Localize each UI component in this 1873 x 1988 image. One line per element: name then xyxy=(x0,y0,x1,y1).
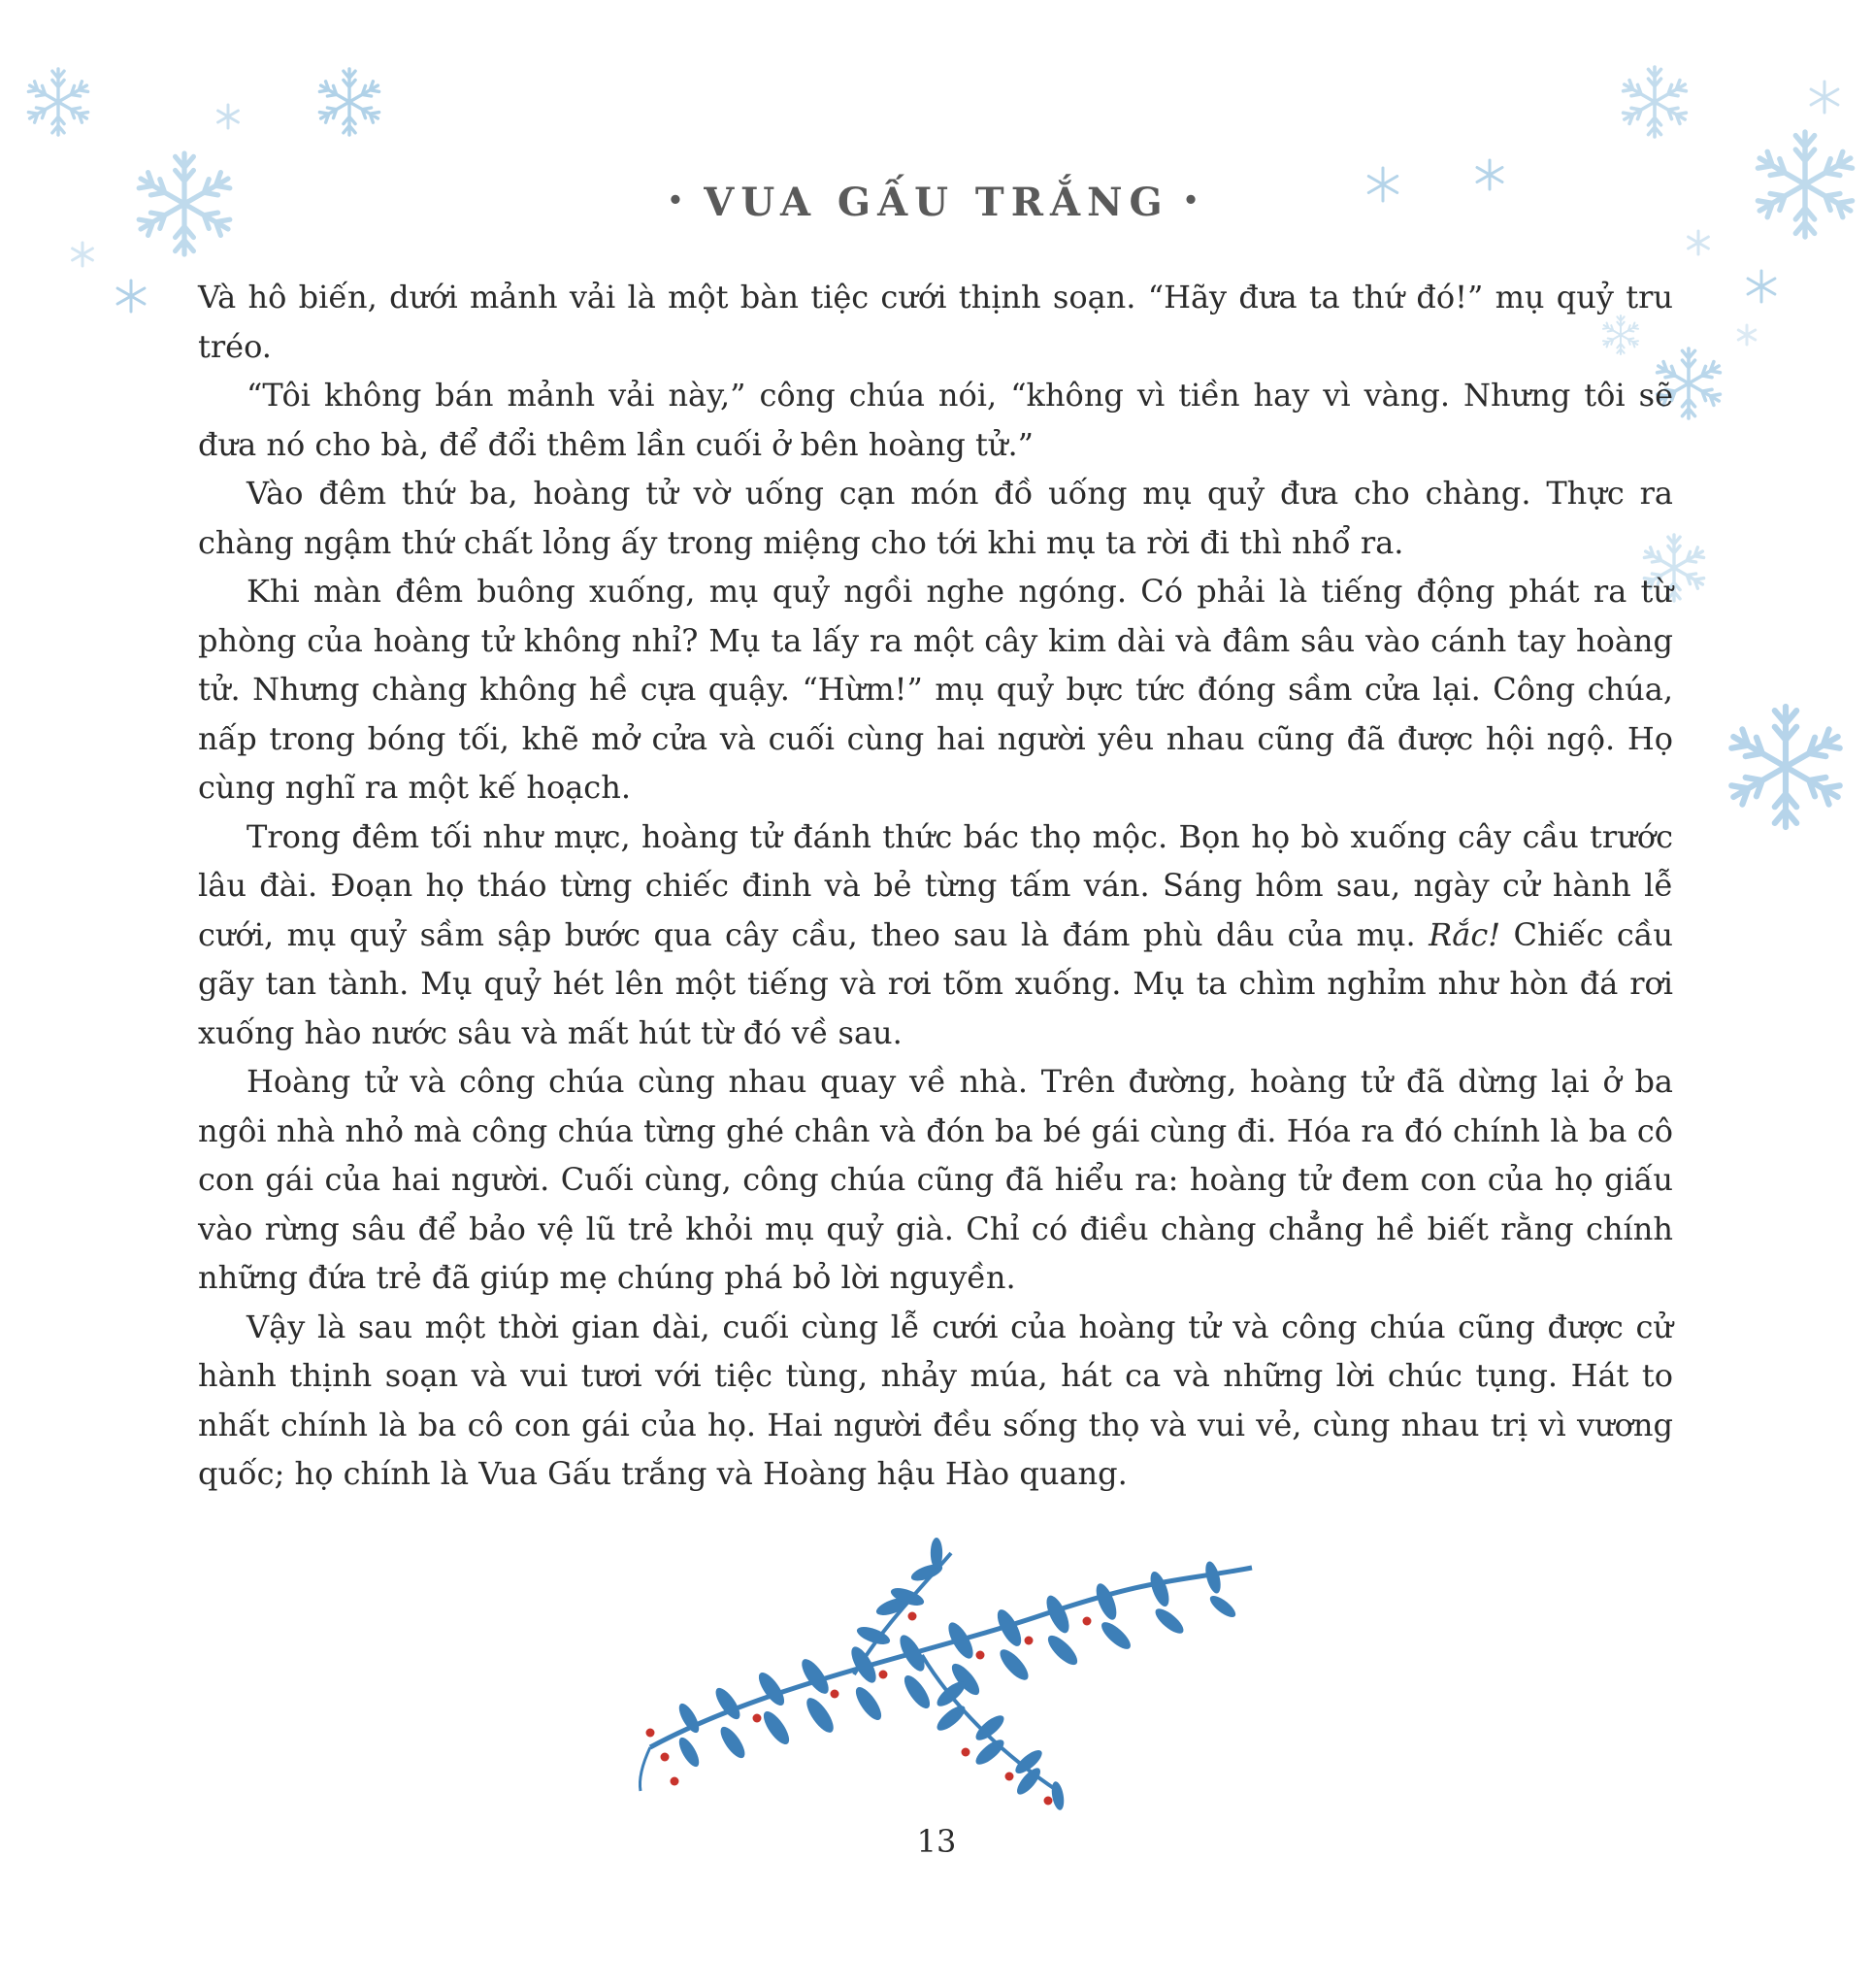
paragraph-5 xyxy=(198,812,1673,1058)
berry-dot xyxy=(1005,1773,1014,1781)
berry-dot xyxy=(646,1729,655,1738)
star-icon xyxy=(73,243,93,266)
leaf-shape xyxy=(931,1538,942,1569)
paragraph-5-emphasis: Rắc! xyxy=(1429,915,1501,953)
leaf-shape xyxy=(759,1707,794,1748)
berry-dot xyxy=(962,1748,970,1757)
paragraph-5-text-after: Chiếc cầu gãy tan tành. Mụ quỷ hét lên một tiếng và rơi tõm xuống. Mụ ta chìm nghỉm như hòn đá rơi xuống hào nước sâu và mất hút từ đó về sau. xyxy=(198,915,1674,1051)
star-icon xyxy=(218,105,239,128)
snowflake-icon xyxy=(28,69,87,135)
berry-dot xyxy=(1025,1637,1034,1645)
leaf-shape xyxy=(1207,1592,1239,1620)
paragraph-1: Và hô biến, dưới mảnh vải là một bàn tiệc cưới thịnh soạn. “Hãy đưa ta thứ đó!” mụ quỷ tru tréo. xyxy=(198,279,1673,365)
leaf-shape xyxy=(851,1683,886,1724)
leaf-shape xyxy=(896,1632,930,1674)
header-dot-right: • xyxy=(1182,186,1206,215)
leaf-shape xyxy=(1043,1631,1081,1669)
berry-dot xyxy=(1083,1617,1092,1626)
leaf-shape xyxy=(675,1735,703,1770)
leaf-shape xyxy=(996,1645,1033,1684)
leaf-shape xyxy=(716,1723,749,1762)
paragraph-3: Vào đêm thứ ba, hoàng tử vờ uống cạn món đồ uống mụ quỷ đưa cho chàng. Thực ra chàng ngậm thứ chất lỏng ấy trong miệng cho tới khi mụ ta rời đi thì nhổ ra. xyxy=(198,475,1673,561)
paragraph-5-text-before: Trong đêm tối như mực, hoàng tử đánh thức bác thọ mộc. Bọn họ bò xuống cây cầu trước lâu đài. Đoạn họ tháo từng chiếc đinh và bẻ từng tấm ván. Sáng hôm sau, ngày cử hành lễ cưới, mụ quỷ sầm sập bước qua cây cầu, theo sau là đám phù dâu của mụ. xyxy=(198,817,1673,953)
berry-dot xyxy=(879,1671,888,1679)
branch-stem xyxy=(640,1747,650,1791)
leaf-shape xyxy=(934,1702,969,1735)
leaf-shape xyxy=(944,1619,978,1662)
leaf-shape xyxy=(1147,1570,1173,1609)
berry-dot xyxy=(671,1777,679,1786)
berry-dot xyxy=(661,1753,670,1762)
berry-dot xyxy=(976,1651,985,1660)
snowflake-icon xyxy=(1731,707,1839,827)
paragraph-6: Hoàng tử và công chúa cùng nhau quay về nhà. Trên đường, hoàng tử đã dừng lại ở ba ngôi nhà nhỏ mà công chúa từng ghé chân và đón ba bé gái cùng đi. Hóa ra đó chính là ba cô con gái của hai người. Cuối cùng, công chúa cũng đã hiểu ra: hoàng tử đem con của họ giấu vào rừng sâu để bảo vệ lũ trẻ khỏi mụ quỷ già. Chỉ có điều chàng chẳng hề biết rằng chính những đứa trẻ đã giúp mẹ chúng phá bỏ lời nguyền. xyxy=(198,1063,1673,1296)
snowflake-icon xyxy=(1624,67,1687,137)
star-icon xyxy=(1748,271,1775,302)
star-icon xyxy=(1689,231,1709,254)
leafy-branch-illustration xyxy=(631,1509,1271,1830)
star-icon xyxy=(1738,325,1755,345)
leaf-shape xyxy=(900,1672,935,1712)
paragraph-7: Vậy là sau một thời gian dài, cuối cùng lễ cưới của hoàng tử và công chúa cũng được cử hành thịnh soạn và vui tươi với tiệc tùng, nhảy múa, hát ca và những lời chúc tụng. Hát to nhất chính là ba cô con gái của họ. Hai người đều sống thọ và vui vẻ, cùng nhau trị vì vương quốc; họ chính là Vua Gấu trắng và Hoàng hậu Hào quang. xyxy=(198,1308,1673,1492)
leaf-shape xyxy=(972,1736,1007,1769)
leaf-shape xyxy=(1098,1618,1134,1653)
paragraph-4: Khi màn đêm buông xuống, mụ quỷ ngồi nghe ngóng. Có phải là tiếng động phát ra từ phòng của hoàng tử không nhỉ? Mụ ta lấy ra một cây kim dài và đâm sâu vào cánh tay hoàng tử. Nhưng chàng không hề cựa quậy. “Hừm!” mụ quỷ bực tức đóng sầm cửa lại. Công chúa, nấp trong bóng tối, khẽ mở cửa và cuối cùng hai người yêu nhau cũng đã được hội ngộ. Họ cùng nghĩ ra một kế hoạch. xyxy=(198,573,1673,806)
berry-dot xyxy=(1044,1797,1053,1806)
leaf-shape xyxy=(802,1694,838,1737)
berry-dot xyxy=(908,1612,917,1621)
story-text xyxy=(198,273,1673,1499)
header-dot-left: • xyxy=(667,186,691,215)
berry-dot xyxy=(831,1690,839,1699)
berry-dot xyxy=(753,1714,762,1723)
running-header xyxy=(0,180,1873,225)
leaf-shape xyxy=(1092,1581,1120,1623)
star-icon xyxy=(1811,82,1838,113)
snowflake-icon xyxy=(319,69,378,135)
leaf-shape xyxy=(1152,1605,1187,1638)
header-title: VUA GẤU TRẮNG xyxy=(704,180,1169,225)
paragraph-2: “Tôi không bán mảnh vải này,” công chúa nói, “không vì tiền hay vì vàng. Nhưng tôi sẽ đưa nó cho bà, để đổi thêm lần cuối ở bên hoàng tử.” xyxy=(198,377,1673,463)
star-icon xyxy=(117,281,145,312)
page-number: 13 xyxy=(916,1823,957,1860)
